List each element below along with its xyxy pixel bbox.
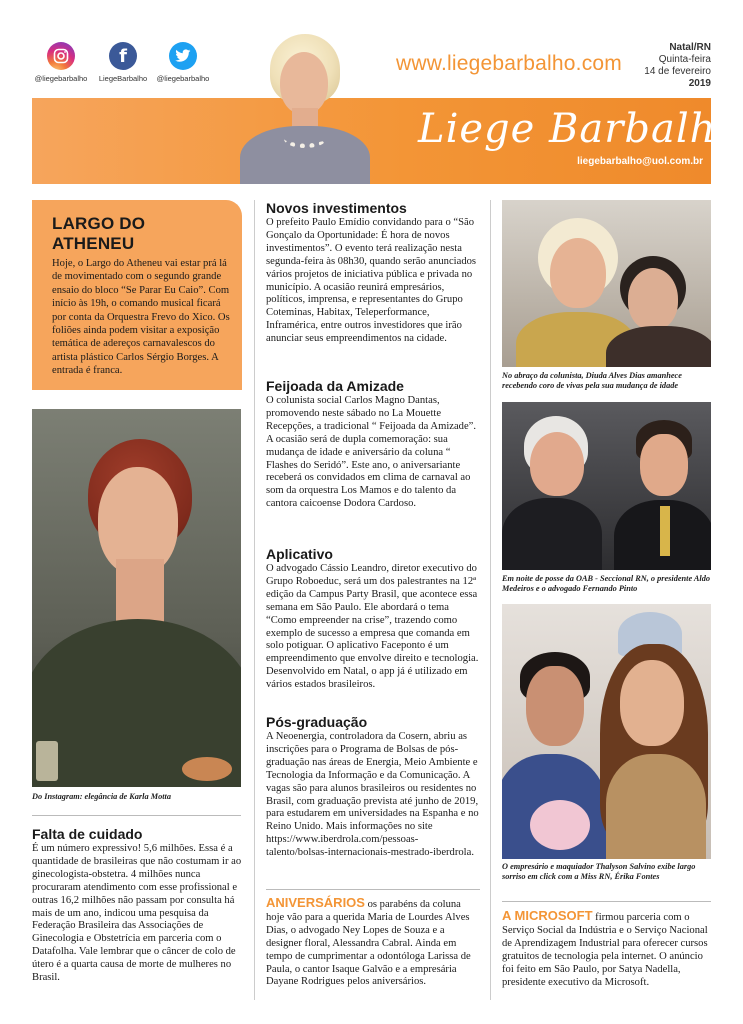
aniversarios-text: os parabéns da coluna hoje vão para a querida Maria de Lourdes Alves Dias, o advogado Ney Lopes de Souza e a designer floral, Alessandra Cabral. Ainda em tempo de cumprimentar a odontóloga Larissa de Paula, o cantor Isaque Galvão e a empresária Dayane Rodrigues pelos aniversários.	[266, 899, 471, 988]
article-title: Feijoada da Amizade	[266, 378, 404, 394]
article-title: Novos investimentos	[266, 200, 407, 216]
dateline-year: 2019	[688, 78, 711, 89]
columnist-portrait	[232, 34, 378, 184]
instagram-icon	[47, 42, 75, 70]
microsoft-paragraph	[502, 910, 714, 989]
aniversarios-label: ANIVERSÁRIOS	[266, 895, 365, 910]
photo-caption-2: Em noite de posse da OAB - Seccional RN, o presidente Aldo Medeiros e o advogado Fernando Pinto	[502, 574, 711, 593]
article-text: A Neoenergia, controladora da Cosern, abriu as inscrições para o Programa de Bolsas de pós-graduação nas áreas de Energia, Meio Ambiente e Tecnologia da Informação e da Comunicação. A vagas são para alunos brasileiros ou residentes no Brasil, com graduação prevista até junho de 2019, para estudarem em universidades na Espanha e no Reino Unido. Mais informações no site https://www.iberdrola.com/pessoas-talento/bolsas-internacionais-mestrado-iberdrola.	[266, 731, 479, 859]
columnist-name: Liege Barbalho	[418, 106, 742, 152]
dateline-city: Natal/RN	[669, 42, 711, 53]
microsoft-text: firmou parceria com o Serviço Social da Indústria e o Serviço Nacional de Aprendizagem Industrial para oferecer cursos gratuitos de tecnologia pela internet. O anúncio foi feito em São Paulo, por Satya Nadella, presidente executivo da Microsoft.	[502, 912, 708, 988]
feijoada-article	[266, 378, 480, 511]
facebook-icon: f	[109, 42, 137, 70]
divider	[502, 901, 711, 902]
microsoft-label: A MICROSOFT	[502, 908, 593, 923]
falta-de-cuidado-text: É um número expressivo! 5,6 milhões. Essa é a quantidade de brasileiras que não costumam ir ao ginecologista-obstetra. 4 milhões nunca procuraram atendimento com esse profissional e outras 16,2 milhões não passam por consulta há mais de um ano, indicou uma pesquisa da Federação Brasileira das Associações de Ginecologia e Obstetrícia em parceria com o Datafolha. Vale lembrar que o câncer de colo de útero é a quarta causa de morte de mulheres no Brasil.	[32, 843, 242, 984]
karla-motta-photo	[32, 409, 241, 787]
aniversarios-article	[266, 897, 480, 989]
twitter-link[interactable]	[148, 42, 218, 83]
column-divider	[490, 200, 491, 1000]
divider	[266, 889, 480, 890]
largo-atheneu-title: LARGO DO ATHENEU	[52, 214, 146, 253]
photo-caption-3: O empresário e maquiador Thalyson Salvino exibe largo sorriso em click com a Miss RN, Érika Fontes	[502, 862, 696, 881]
largo-atheneu-text: Hoje, o Largo do Atheneu vai estar prá lá de movimentado com o segundo grande ensaio do bloco “Se Parar Eu Caio”. Com início às 19h, o comando musical ficará por conta da Orquestra Frevo do Xico. Os foliões ainda podem visitar a exposição temática de adereços carnavalescos do artista plástico Carlos Sérgio Borges. A entrada é franca.	[52, 258, 230, 377]
falta-de-cuidado-title: Falta de cuidado	[32, 826, 143, 842]
oab-posse-photo	[502, 402, 711, 570]
instagram-link[interactable]	[26, 42, 96, 83]
aplicativo-article	[266, 546, 480, 692]
article-text: O prefeito Paulo Emídio convidando para o “São Gonçalo da Oportunidade: É hora de novos investimentos”. O evento terá realização nesta segunda-feira às 08h30, quando serão anunciados vários projetos de iniciativa pública e privada no município. A ocasião reunirá empresários, políticos, imprensa, e representantes do Grupo Coteminas, Habitax, Teleperformance, Inframérica, entre outros investidores que irão anunciar seus empreendimentos na cidade.	[266, 217, 477, 345]
column-divider	[254, 200, 255, 1000]
microsoft-article	[502, 910, 714, 989]
photo-caption-1: No abraço da colunista, Diuda Alves Dias amanhece recebendo coro de vivas pela sua mudança de idade	[502, 371, 682, 390]
pos-graduacao-article	[266, 714, 480, 860]
miss-rn-photo	[502, 604, 711, 859]
instagram-handle: @liegebarbalho	[34, 74, 88, 83]
falta-de-cuidado-article	[32, 826, 244, 985]
divider	[32, 815, 241, 816]
novos-investimentos-article	[266, 200, 480, 346]
article-text: O advogado Cássio Leandro, diretor executivo do Grupo Roboeduc, será um dos palestrantes na 12ª edição da Campus Party Brasil, que acontece essa semana em São Paulo. Ele abordará o tema “Como empreender na crise”, trazendo como exemplo de sucesso a empresa que comanda em solo potiguar. O aplicativo Faceponto é um empreendimento que envolve direito e tecnologia. Desenvolvido em Natal, o app já é utilizado em vários estados brasileiros.	[266, 563, 479, 691]
aniversarios-paragraph	[266, 897, 480, 989]
dateline-weekday: Quinta-feira	[658, 54, 711, 65]
article-text: O colunista social Carlos Magno Dantas, promovendo neste sábado no La Mouette Recepções, a tradicional “ Feijoada da Amizade”. A ocasião será de dupla comemoração: sua mudança de idade e aniversário da coluna “ Flashes do Seridó”. Este ano, o aniversariante receberá os convidados em clima de carnaval ao som da orquestra Los Mamos e do talento da cantora caicoense Dodora Cardoso.	[266, 395, 477, 510]
twitter-icon	[169, 42, 197, 70]
facebook-handle: LiegeBarbalho	[98, 74, 148, 83]
dateline	[644, 42, 711, 90]
dateline-date: 14 de fevereiro	[644, 66, 711, 77]
diuda-alves-photo	[502, 200, 711, 367]
largo-atheneu-box	[32, 200, 242, 390]
twitter-handle: @liegebarbalho	[156, 74, 210, 83]
article-title: Aplicativo	[266, 546, 333, 562]
article-title: Pós-graduação	[266, 714, 368, 730]
karla-photo-caption: Do Instagram: elegância de Karla Motta	[32, 792, 171, 801]
columnist-email[interactable]: liegebarbalho@uol.com.br	[577, 156, 703, 167]
site-url[interactable]: www.liegebarbalho.com	[396, 52, 622, 75]
